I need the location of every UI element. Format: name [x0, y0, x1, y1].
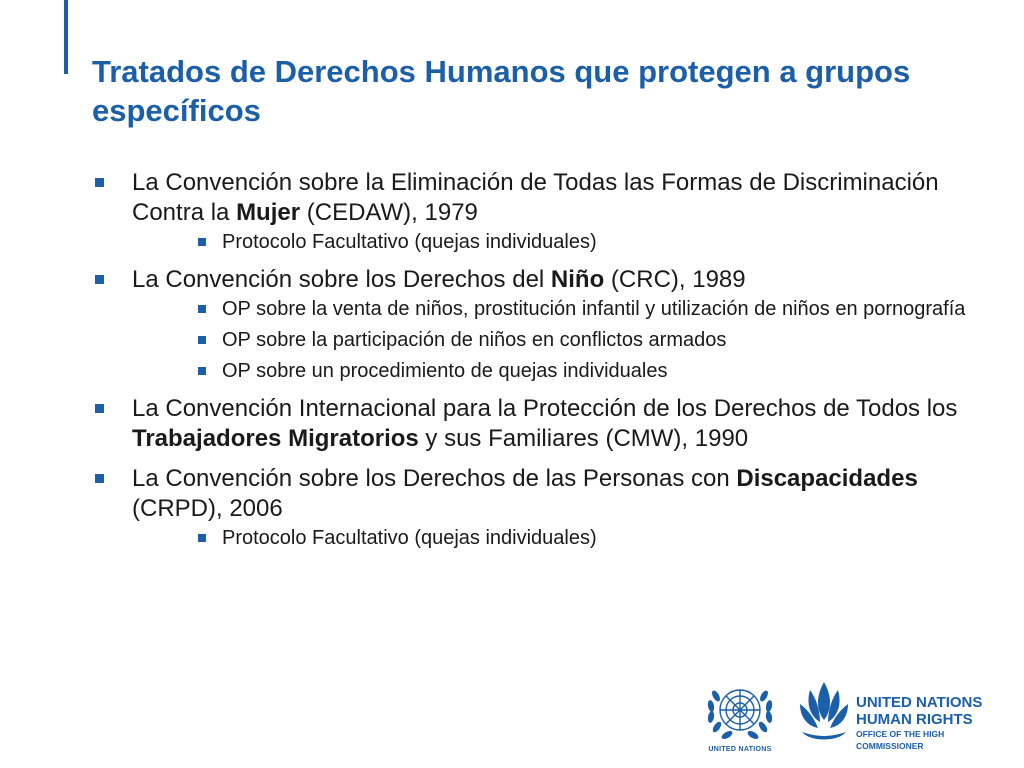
square-bullet-icon	[95, 404, 104, 413]
square-bullet-icon	[198, 367, 206, 375]
protocol-list	[92, 297, 972, 384]
treaty-text-part: La Convención sobre los Derechos de las Personas con	[132, 465, 737, 492]
footer-logos	[696, 676, 1006, 760]
protocol-item	[92, 359, 972, 384]
protocol-item	[92, 230, 972, 255]
protocol-item-label: OP sobre la venta de niños, prostitución infantil y utilización de niños en pornografía	[222, 298, 966, 320]
accent-bar	[64, 0, 68, 74]
treaty-group-emphasis: Mujer	[236, 199, 301, 226]
protocol-item-label: OP sobre la participación de niños en conflictos armados	[222, 329, 727, 351]
square-bullet-icon	[95, 178, 104, 187]
treaty-text-part: La Convención Internacional para la Protección de los Derechos de Todos los	[132, 395, 958, 422]
protocol-list	[92, 526, 972, 551]
treaty-item-text	[92, 168, 972, 228]
human-rights-flame-icon	[796, 680, 852, 752]
slide-title: Tratados de Derechos Humanos que protegen a grupos específicos	[92, 54, 911, 128]
protocol-item	[92, 297, 972, 322]
treaty-group-emphasis: Discapacidades	[736, 465, 918, 492]
treaty-text-part: La Convención sobre los Derechos del	[132, 266, 551, 293]
treaty-item-text	[92, 394, 972, 454]
treaty-group-emphasis: Niño	[550, 266, 605, 293]
protocol-item-label: OP sobre un procedimiento de quejas individuales	[222, 360, 668, 382]
ohchr-line-office: OFFICE OF THE HIGH COMMISSIONER	[856, 729, 945, 751]
treaty-text-part: y sus Familiares (CMW), 1990	[418, 425, 749, 452]
treaty-item-text	[92, 464, 972, 524]
protocol-item-label: Protocolo Facultativo (quejas individuales)	[222, 527, 597, 549]
treaty-list	[92, 168, 972, 561]
ohchr-wordmark	[856, 694, 1006, 752]
square-bullet-icon	[95, 474, 104, 483]
treaty-group-emphasis: Trabajadores Migratorios	[132, 425, 419, 452]
square-bullet-icon	[198, 238, 206, 246]
treaty-item	[92, 265, 972, 384]
protocol-item	[92, 526, 972, 551]
treaty-text-part: (CRC), 1989	[604, 266, 746, 293]
treaty-text-part: La Convención sobre la Eliminación de Todas las Formas de Discriminación Contra la	[132, 169, 939, 226]
protocol-list	[92, 230, 972, 255]
protocol-item-label: Protocolo Facultativo (quejas individuales)	[222, 231, 597, 253]
protocol-item	[92, 328, 972, 353]
un-caption: UNITED NATIONS	[708, 746, 772, 753]
treaty-item	[92, 168, 972, 255]
treaty-item	[92, 464, 972, 551]
square-bullet-icon	[95, 275, 104, 284]
treaty-text-part: (CEDAW), 1979	[300, 199, 478, 226]
square-bullet-icon	[198, 336, 206, 344]
treaty-item-text	[92, 265, 972, 295]
treaty-item	[92, 394, 972, 454]
square-bullet-icon	[198, 305, 206, 313]
square-bullet-icon	[198, 534, 206, 542]
ohchr-line-hr: HUMAN RIGHTS	[856, 711, 973, 728]
ohchr-line-un: UNITED NATIONS	[856, 694, 983, 711]
treaty-text-part: (CRPD), 2006	[132, 495, 283, 522]
